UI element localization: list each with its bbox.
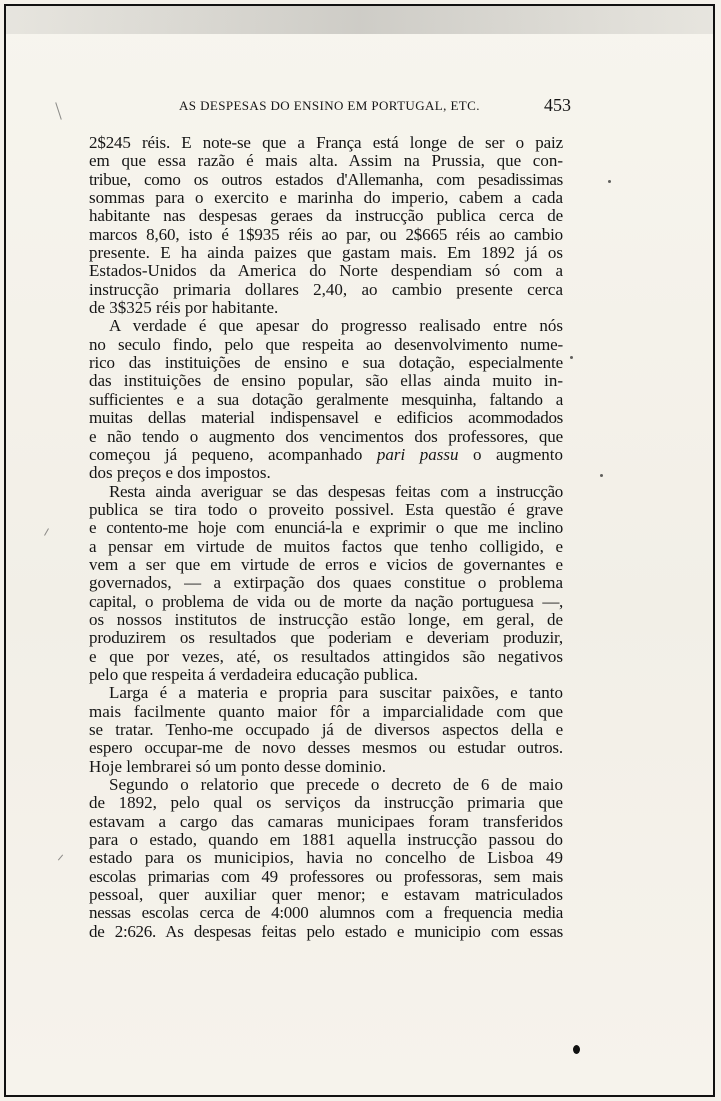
- text-line: Larga é a materia e propria para suscitar paixões, e tanto: [109, 683, 563, 703]
- text-line: espero occupar-me de novo desses mesmos ou estudar outros.: [89, 738, 563, 758]
- text-line: pessoal, quer auxiliar quer menor; e estavam matriculados: [89, 885, 563, 905]
- text-line: Hoje lembrarei só um ponto desse dominio.: [89, 756, 386, 776]
- scan-shadow-band: [6, 6, 713, 34]
- text-line: mais facilmente quanto maior fôr a imparcialidade com que: [89, 701, 563, 721]
- text-line-with-italic: [89, 446, 563, 464]
- text-line: marcos 8,60, isto é 1$935 réis ao par, ou 2$665 réis ao cambio: [89, 224, 563, 244]
- text-line: em que essa razão é mais alta. Assim na Prussia, que con-: [89, 151, 563, 171]
- text-line: dos preços e dos impostos.: [89, 463, 271, 483]
- text-line: publica se tira todo o proveito possivel. Esta questão é grave: [89, 499, 563, 519]
- text-line: nessas escolas cerca de 4:000 alumnos com a frequencia media: [89, 903, 563, 923]
- speck-mark: [608, 180, 611, 183]
- text-line: instrucção primaria dollares 2,40, ao cambio presente cerca: [89, 279, 563, 299]
- text-line: capital, o problema de vida ou de morte da nação portuguesa —,: [89, 591, 563, 611]
- ink-spot: [573, 1045, 580, 1054]
- text-line: estavam a cargo das camaras municipaes foram transferidos: [89, 811, 563, 831]
- text-line: e que por vezes, até, os resultados attingidos são negativos: [89, 646, 563, 666]
- text-line: muitas dellas material indispensavel e edificios acommodados: [89, 408, 563, 428]
- text-line: se tratar. Tenho-me occupado já de diversos aspectos della e: [89, 720, 563, 739]
- text-line: Resta ainda averiguar se das despesas feitas com a instrucção: [109, 481, 563, 501]
- text-line: governados, — a extirpação dos quaes constitue o problema: [89, 573, 563, 593]
- running-head: AS DESPESAS DO ENSINO EM PORTUGAL, ETC.: [179, 98, 480, 113]
- text-line: estado para os municipios, havia no concelho de Lisboa 49: [89, 848, 563, 868]
- page-number: 453: [544, 95, 571, 115]
- page-header: [151, 95, 571, 120]
- text-line: das instituições de ensino popular, são ellas ainda muito in-: [89, 371, 563, 391]
- text-line: de 1892, pelo qual os serviços da instrucção primaria que: [89, 793, 563, 813]
- text-line: a pensar em virtude de muitos factos que tenho colligido, e: [89, 536, 563, 556]
- text-line: presente. E ha ainda paizes que gastam mais. Em 1892 já os: [89, 243, 563, 263]
- text-line: Estados-Unidos da America do Norte despendiam só com a: [89, 261, 563, 281]
- text-line: A verdade é que apesar do progresso realisado entre nós: [109, 316, 563, 336]
- text-line: rico das instituições de ensino e sua dotação, especialmente: [89, 353, 563, 373]
- margin-mark: [58, 854, 63, 860]
- text-fragment: começou já pequeno, acompanhado: [89, 444, 363, 464]
- text-line: 2$245 réis. E note-se que a França está longe de ser o paiz: [89, 133, 563, 152]
- margin-mark: [55, 102, 62, 119]
- text-line: para o estado, quando em 1881 aquella instrucção passou do: [89, 830, 563, 850]
- text-line: de 3$325 réis por habitante.: [89, 298, 279, 318]
- text-fragment: o augmento: [472, 444, 563, 464]
- text-line: vem a ser que em virtude de erros e vicios de governantes e: [89, 554, 563, 574]
- italic-phrase: pari passu: [376, 444, 459, 464]
- margin-mark: [44, 528, 49, 535]
- speck-mark: [600, 474, 603, 477]
- speck-mark: [570, 356, 573, 359]
- text-line: os nossos institutos de instrucção estão longe, em geral, de: [89, 609, 563, 629]
- text-line: sufficientes e a sua dotação geralmente mesquinha, faltando a: [89, 389, 563, 409]
- text-line: pelo que respeita á verdadeira educação publica.: [89, 664, 418, 684]
- text-line: sommas para o exercito e marinha do imperio, cabem a cada: [89, 188, 563, 208]
- text-line: de 2:626. As despesas feitas pelo estado e municipio com essas: [89, 921, 563, 941]
- text-line: tribue, como os outros estados d'Allemanha, com pesadissimas: [89, 169, 563, 189]
- text-line: no seculo findo, pelo que respeita ao desenvolvimento nume-: [89, 334, 563, 354]
- body-text: [89, 134, 563, 941]
- text-line: e contento-me hoje com enunciá-la e exprimir o que me inclino: [89, 518, 563, 538]
- scanned-page: [4, 4, 715, 1097]
- text-line: e não tendo o augmento dos vencimentos dos professores, que: [89, 426, 563, 446]
- text-line: Segundo o relatorio que precede o decreto de 6 de maio: [109, 775, 563, 795]
- text-line: habitante nas despesas geraes da instrucção publica cerca de: [89, 206, 563, 226]
- text-line: escolas primarias com 49 professores ou professoras, sem mais: [89, 866, 563, 886]
- text-line: produzirem os resultados que poderiam e deveriam produzir,: [89, 628, 563, 648]
